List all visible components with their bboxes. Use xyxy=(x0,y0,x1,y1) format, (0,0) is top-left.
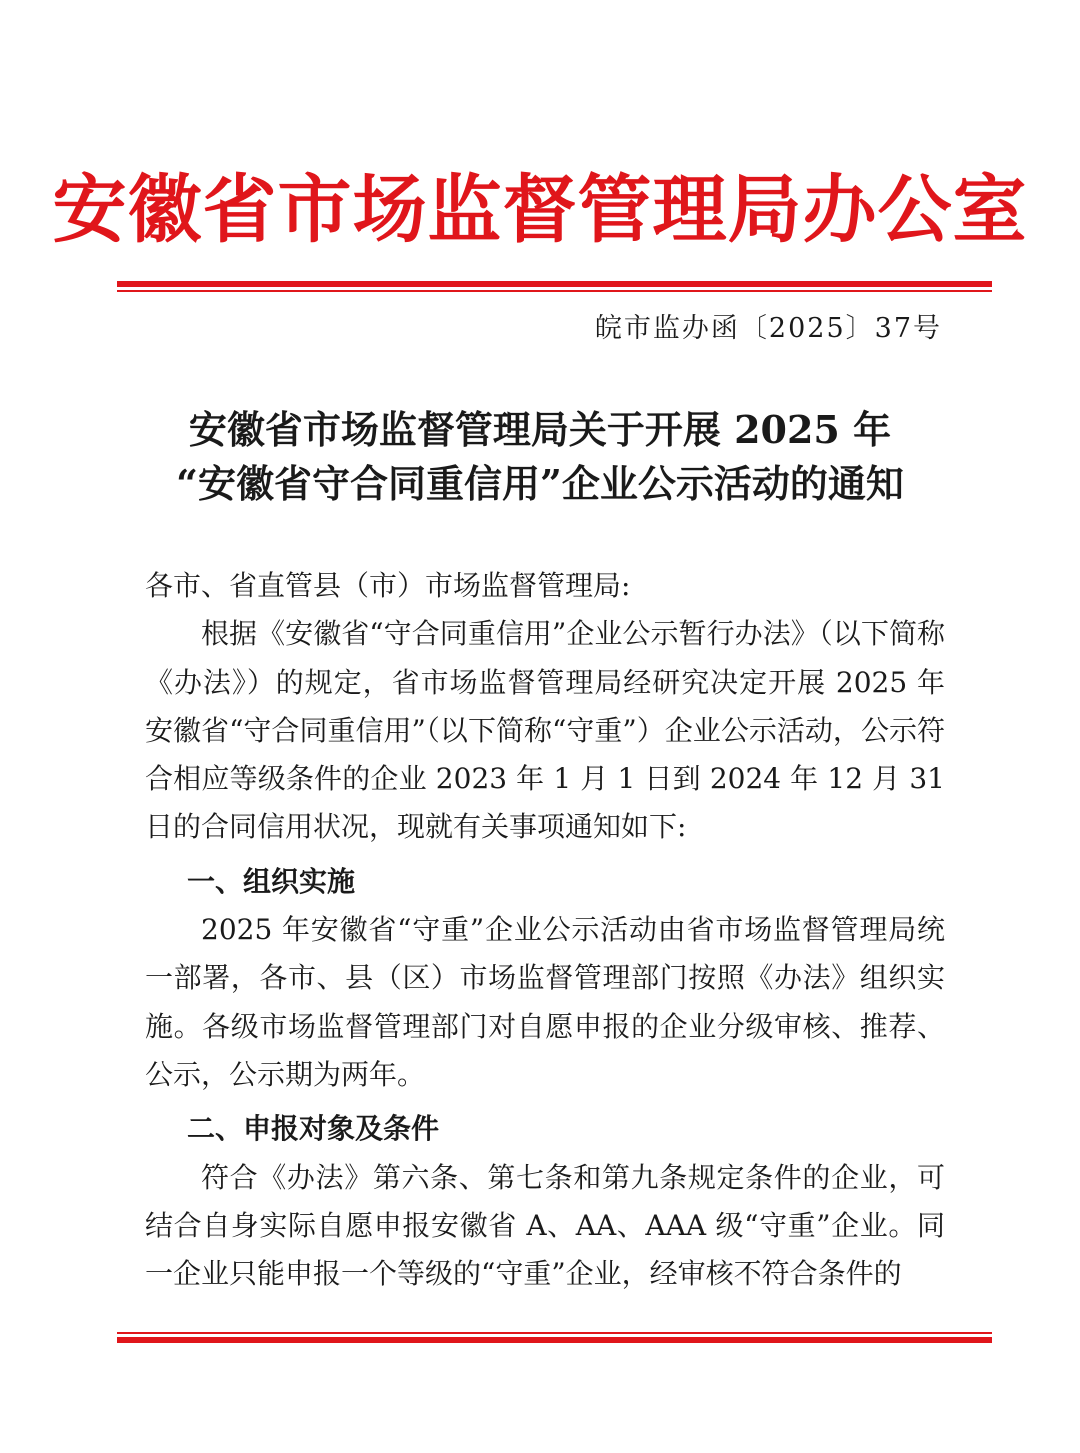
masthead-title: 安徽省市场监督管理局办公室 xyxy=(52,167,1028,253)
header-red-rule xyxy=(117,281,992,292)
salutation: 各市、省直管县（市）市场监督管理局: xyxy=(145,569,631,602)
title-line-1: 安徽省市场监督管理局关于开展 2025 年 xyxy=(188,407,892,452)
paragraph-intro: 根据《安徽省“守合同重信用”企业公示暂行办法》（以下简称《办法》）的规定，省市场监督管理局经研究决定开展 2025 年安徽省“守合同重信用”（以下简称“守重”）企业公示活动，公示符合相应等级条件的企业 2023 年 1 月 1 日到 2024 年 12 月 31 日的合同信用状况，现就有关事项通知如下: xyxy=(145,617,945,844)
title-line-2: “安徽省守合同重信用”企业公示活动的通知 xyxy=(176,461,904,506)
paragraph-eligibility: 符合《办法》第六条、第七条和第九条规定条件的企业，可结合自身实际自愿申报安徽省 A、AA、AAA 级“守重”企业。同一企业只能申报一个等级的“守重”企业，经审核不符合条件的 xyxy=(145,1160,945,1291)
section-heading-organization: 一、组织实施 xyxy=(187,864,356,898)
paragraph-organization: 2025 年安徽省“守重”企业公示活动由省市场监督管理局统一部署，各市、县（区）市场监督管理部门按照《办法》组织实施。各级市场监督管理部门对自愿申报的企业分级审核、推荐、公示，公示期为两年。 xyxy=(145,913,945,1091)
document-title xyxy=(0,403,1080,511)
section-heading-eligibility: 二、申报对象及条件 xyxy=(187,1112,440,1146)
document-number: 皖市监办函〔2025〕37号 xyxy=(594,313,942,344)
document-body xyxy=(145,562,945,1298)
footer-red-rule xyxy=(117,1332,992,1343)
